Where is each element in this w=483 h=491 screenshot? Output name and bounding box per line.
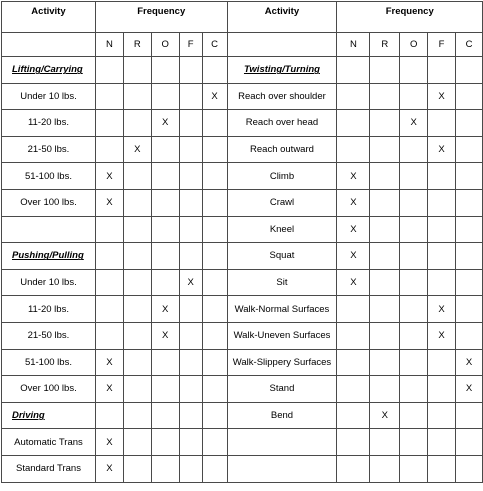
blank-cell [227, 33, 337, 57]
frequency-cell [179, 136, 202, 163]
frequency-cell [202, 216, 227, 243]
freq-code-n: N [337, 33, 370, 57]
frequency-cell [123, 163, 151, 190]
frequency-cell [179, 243, 202, 270]
frequency-cell [428, 455, 456, 482]
right-activity-label: Squat [227, 243, 337, 270]
frequency-cell [400, 163, 428, 190]
table-row [2, 136, 483, 163]
frequency-cell [202, 429, 227, 456]
frequency-cell [370, 110, 400, 137]
frequency-cell [456, 136, 483, 163]
frequency-cell [95, 243, 123, 270]
frequency-cell [370, 322, 400, 349]
right-activity-label: Kneel [227, 216, 337, 243]
frequency-cell [151, 163, 179, 190]
empty-cell [2, 216, 96, 243]
frequency-cell [456, 57, 483, 84]
frequency-cell [202, 296, 227, 323]
frequency-cell [456, 429, 483, 456]
freq-code-n: N [95, 33, 123, 57]
frequency-cell [202, 455, 227, 482]
frequency-cell [179, 455, 202, 482]
frequency-cell [400, 402, 428, 429]
freq-code-f: F [428, 33, 456, 57]
frequency-cell [456, 216, 483, 243]
frequency-mark: X [428, 322, 456, 349]
frequency-cell [123, 189, 151, 216]
frequency-cell [337, 376, 370, 403]
frequency-cell [370, 349, 400, 376]
left-activity-label: Over 100 lbs. [2, 376, 96, 403]
frequency-cell [151, 57, 179, 84]
frequency-cell [428, 349, 456, 376]
freq-code-o: O [151, 33, 179, 57]
left-activity-label: Automatic Trans [2, 429, 96, 456]
frequency-cell [400, 189, 428, 216]
table-row [2, 455, 483, 482]
frequency-cell [400, 243, 428, 270]
frequency-cell [456, 455, 483, 482]
frequency-cell [179, 322, 202, 349]
frequency-cell [370, 376, 400, 403]
frequency-cell [202, 376, 227, 403]
left-activity-label: Under 10 lbs. [2, 269, 96, 296]
left-section-heading: Driving [2, 402, 96, 429]
frequency-cell [123, 349, 151, 376]
frequency-mark: X [428, 136, 456, 163]
frequency-cell [456, 189, 483, 216]
freq-code-f: F [179, 33, 202, 57]
frequency-cell [95, 402, 123, 429]
frequency-cell [179, 110, 202, 137]
table-row [2, 57, 483, 84]
frequency-cell [202, 57, 227, 84]
right-activity-label: Reach over shoulder [227, 83, 337, 110]
frequency-cell [428, 402, 456, 429]
frequency-cell [179, 189, 202, 216]
freq-code-o: O [400, 33, 428, 57]
left-activity-label: 51-100 lbs. [2, 349, 96, 376]
right-frequency-header: Frequency [337, 2, 483, 33]
frequency-cell [95, 57, 123, 84]
frequency-mark: X [456, 376, 483, 403]
frequency-mark: X [428, 83, 456, 110]
left-activity-label: 51-100 lbs. [2, 163, 96, 190]
table-row [2, 349, 483, 376]
frequency-mark: X [202, 83, 227, 110]
frequency-cell [456, 243, 483, 270]
table-row [2, 189, 483, 216]
frequency-mark: X [337, 269, 370, 296]
frequency-cell [337, 349, 370, 376]
frequency-cell [179, 216, 202, 243]
frequency-mark: X [337, 189, 370, 216]
frequency-cell [151, 455, 179, 482]
left-activity-label: 21-50 lbs. [2, 322, 96, 349]
frequency-cell [370, 83, 400, 110]
frequency-cell [370, 163, 400, 190]
frequency-cell [151, 243, 179, 270]
frequency-cell [123, 83, 151, 110]
table-row [2, 429, 483, 456]
frequency-cell [337, 429, 370, 456]
frequency-cell [456, 402, 483, 429]
frequency-cell [370, 57, 400, 84]
frequency-cell [151, 136, 179, 163]
frequency-cell [428, 429, 456, 456]
right-activity-label: Walk-Uneven Surfaces [227, 322, 337, 349]
table-row [2, 243, 483, 270]
frequency-cell [151, 429, 179, 456]
frequency-cell [202, 189, 227, 216]
frequency-cell [337, 110, 370, 137]
table-row [2, 269, 483, 296]
frequency-cell [400, 455, 428, 482]
frequency-mark: X [123, 136, 151, 163]
frequency-mark: X [151, 110, 179, 137]
frequency-cell [428, 57, 456, 84]
frequency-cell [151, 269, 179, 296]
frequency-mark: X [337, 216, 370, 243]
frequency-cell [400, 136, 428, 163]
frequency-cell [95, 269, 123, 296]
freq-code-r: R [370, 33, 400, 57]
empty-cell [227, 429, 337, 456]
right-activity-header: Activity [227, 2, 337, 33]
frequency-cell [95, 322, 123, 349]
left-activity-label: 21-50 lbs. [2, 136, 96, 163]
frequency-cell [456, 296, 483, 323]
table-row [2, 110, 483, 137]
frequency-cell [95, 110, 123, 137]
left-activity-header: Activity [2, 2, 96, 33]
frequency-cell [337, 402, 370, 429]
frequency-cell [400, 216, 428, 243]
right-activity-label: Sit [227, 269, 337, 296]
frequency-cell [179, 376, 202, 403]
frequency-cell [456, 83, 483, 110]
frequency-cell [400, 269, 428, 296]
frequency-cell [428, 189, 456, 216]
frequency-cell [428, 110, 456, 137]
freq-code-c: C [202, 33, 227, 57]
table-row [2, 376, 483, 403]
frequency-cell [123, 269, 151, 296]
frequency-cell [400, 349, 428, 376]
table-row [2, 322, 483, 349]
frequency-mark: X [179, 269, 202, 296]
right-activity-label: Walk-Slippery Surfaces [227, 349, 337, 376]
empty-cell [227, 455, 337, 482]
frequency-cell [123, 216, 151, 243]
table-row [2, 83, 483, 110]
frequency-cell [337, 296, 370, 323]
frequency-cell [179, 57, 202, 84]
frequency-cell [179, 296, 202, 323]
blank-cell [2, 33, 96, 57]
frequency-cell [202, 110, 227, 137]
frequency-mark: X [151, 296, 179, 323]
left-activity-label: Under 10 lbs. [2, 83, 96, 110]
frequency-cell [337, 136, 370, 163]
frequency-cell [400, 429, 428, 456]
right-section-heading: Twisting/Turning [227, 57, 337, 84]
frequency-cell [456, 322, 483, 349]
frequency-mark: X [95, 376, 123, 403]
frequency-cell [179, 429, 202, 456]
frequency-mark: X [151, 322, 179, 349]
frequency-code-row [2, 33, 483, 57]
frequency-cell [123, 402, 151, 429]
freq-code-c: C [456, 33, 483, 57]
frequency-cell [370, 455, 400, 482]
left-activity-label: Over 100 lbs. [2, 189, 96, 216]
frequency-cell [202, 163, 227, 190]
frequency-cell [428, 376, 456, 403]
right-activity-label: Climb [227, 163, 337, 190]
frequency-cell [337, 57, 370, 84]
frequency-cell [400, 57, 428, 84]
physical-demands-table [1, 1, 483, 483]
frequency-mark: X [400, 110, 428, 137]
frequency-cell [400, 322, 428, 349]
frequency-cell [123, 429, 151, 456]
header-row [2, 2, 483, 33]
frequency-cell [370, 429, 400, 456]
frequency-cell [202, 402, 227, 429]
table-row [2, 163, 483, 190]
frequency-cell [202, 136, 227, 163]
left-frequency-header: Frequency [95, 2, 227, 33]
left-activity-label: 11-20 lbs. [2, 296, 96, 323]
right-activity-label: Bend [227, 402, 337, 429]
frequency-mark: X [95, 189, 123, 216]
left-section-heading: Lifting/Carrying [2, 57, 96, 84]
frequency-cell [95, 296, 123, 323]
frequency-mark: X [95, 429, 123, 456]
frequency-cell [428, 243, 456, 270]
right-activity-label: Reach outward [227, 136, 337, 163]
freq-code-r: R [123, 33, 151, 57]
frequency-cell [202, 243, 227, 270]
frequency-cell [400, 83, 428, 110]
frequency-cell [123, 376, 151, 403]
frequency-cell [151, 402, 179, 429]
frequency-cell [400, 296, 428, 323]
frequency-cell [428, 269, 456, 296]
frequency-mark: X [95, 163, 123, 190]
frequency-cell [151, 189, 179, 216]
frequency-cell [179, 402, 202, 429]
table-row [2, 216, 483, 243]
right-activity-label: Crawl [227, 189, 337, 216]
frequency-cell [95, 136, 123, 163]
frequency-cell [123, 110, 151, 137]
frequency-cell [202, 322, 227, 349]
frequency-cell [151, 376, 179, 403]
right-activity-label: Walk-Normal Surfaces [227, 296, 337, 323]
frequency-cell [123, 455, 151, 482]
left-section-heading: Pushing/Pulling [2, 243, 96, 270]
frequency-cell [370, 136, 400, 163]
right-activity-label: Reach over head [227, 110, 337, 137]
frequency-cell [123, 243, 151, 270]
frequency-cell [179, 163, 202, 190]
frequency-cell [337, 455, 370, 482]
frequency-cell [428, 163, 456, 190]
frequency-cell [151, 216, 179, 243]
frequency-cell [151, 83, 179, 110]
frequency-cell [370, 189, 400, 216]
frequency-cell [370, 216, 400, 243]
frequency-cell [337, 83, 370, 110]
frequency-mark: X [456, 349, 483, 376]
frequency-cell [456, 269, 483, 296]
table-row [2, 402, 483, 429]
frequency-mark: X [95, 349, 123, 376]
frequency-cell [123, 57, 151, 84]
frequency-cell [456, 163, 483, 190]
left-activity-label: 11-20 lbs. [2, 110, 96, 137]
frequency-cell [428, 216, 456, 243]
frequency-mark: X [337, 243, 370, 270]
right-activity-label: Stand [227, 376, 337, 403]
frequency-cell [337, 322, 370, 349]
frequency-cell [456, 110, 483, 137]
frequency-cell [370, 243, 400, 270]
frequency-cell [370, 269, 400, 296]
frequency-cell [95, 83, 123, 110]
frequency-mark: X [337, 163, 370, 190]
frequency-cell [151, 349, 179, 376]
frequency-cell [400, 376, 428, 403]
frequency-cell [202, 269, 227, 296]
frequency-mark: X [428, 296, 456, 323]
frequency-cell [123, 322, 151, 349]
frequency-cell [95, 216, 123, 243]
frequency-cell [179, 83, 202, 110]
frequency-cell [179, 349, 202, 376]
frequency-mark: X [95, 455, 123, 482]
table-row [2, 296, 483, 323]
frequency-mark: X [370, 402, 400, 429]
frequency-cell [123, 296, 151, 323]
frequency-cell [202, 349, 227, 376]
frequency-cell [370, 296, 400, 323]
left-activity-label: Standard Trans [2, 455, 96, 482]
